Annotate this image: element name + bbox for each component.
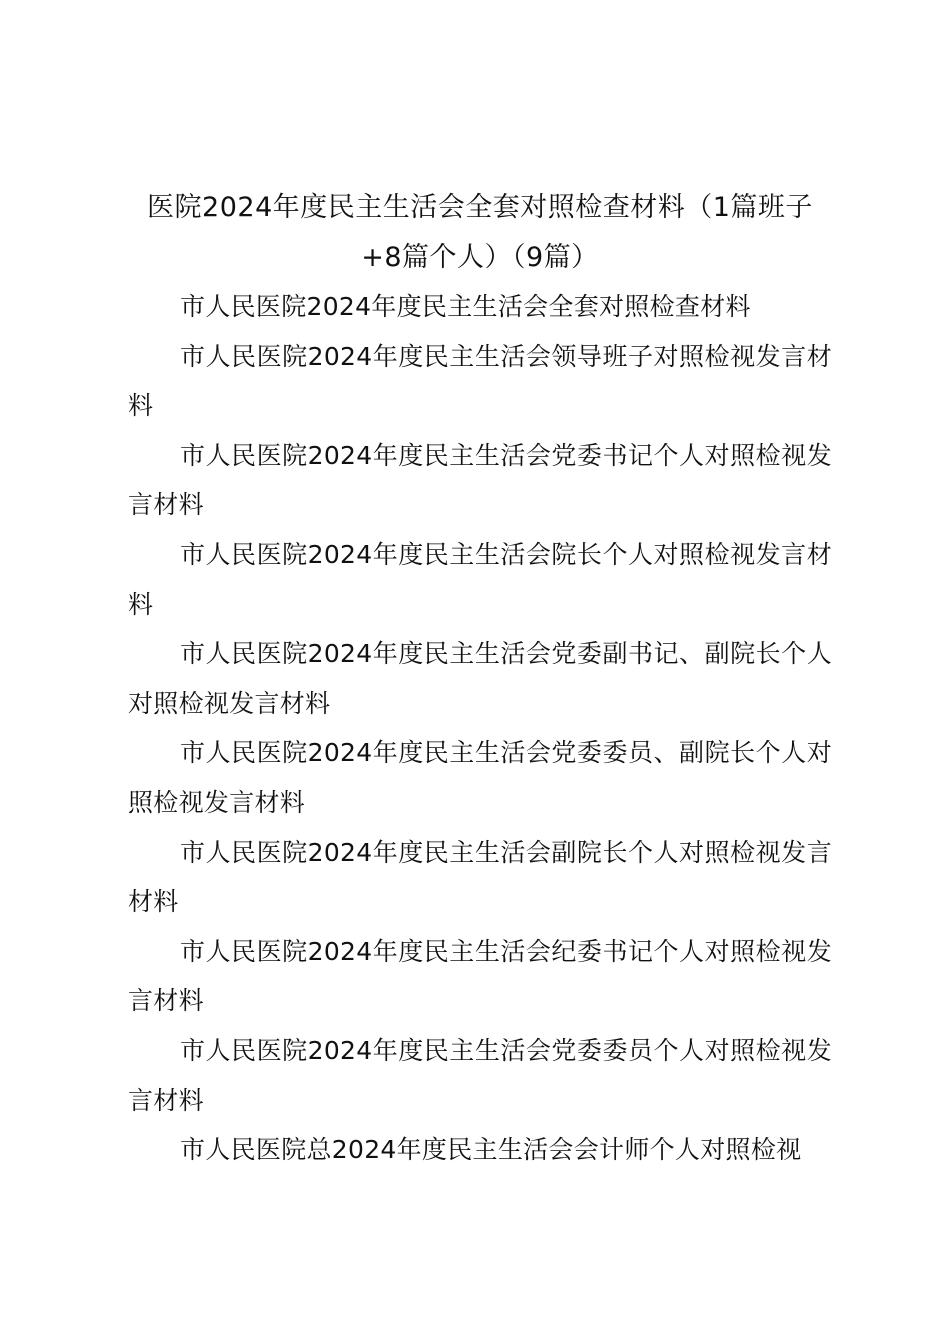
document-title: 医院2024年度民主生活会全套对照检查材料（1篇班子+8篇个人）（9篇） [147,192,813,273]
toc-item: 市人民医院2024年度民主生活会副院长个人对照检视发言材料 [128,837,832,917]
toc-item: 市人民医院2024年度民主生活会党委委员个人对照检视发言材料 [128,1035,832,1115]
toc-item: 市人民医院2024年度民主生活会党委书记个人对照检视发言材料 [128,440,832,520]
table-of-contents [128,282,832,1175]
toc-item: 市人民医院总2024年度民主生活会会计师个人对照检视 [180,1135,802,1165]
toc-item: 市人民医院2024年度民主生活会领导班子对照检视发言材料 [128,341,832,421]
toc-item: 市人民医院2024年度民主生活会党委委员、副院长个人对照检视发言材料 [128,738,832,817]
toc-item: 市人民医院2024年度民主生活会党委副书记、副院长个人对照检视发言材料 [128,639,832,718]
toc-item: 市人民医院2024年度民主生活会院长个人对照检视发言材料 [128,539,832,619]
toc-item: 市人民医院2024年度民主生活会全套对照检查材料 [180,292,751,321]
toc-item: 市人民医院2024年度民主生活会纪委书记个人对照检视发言材料 [128,936,832,1016]
